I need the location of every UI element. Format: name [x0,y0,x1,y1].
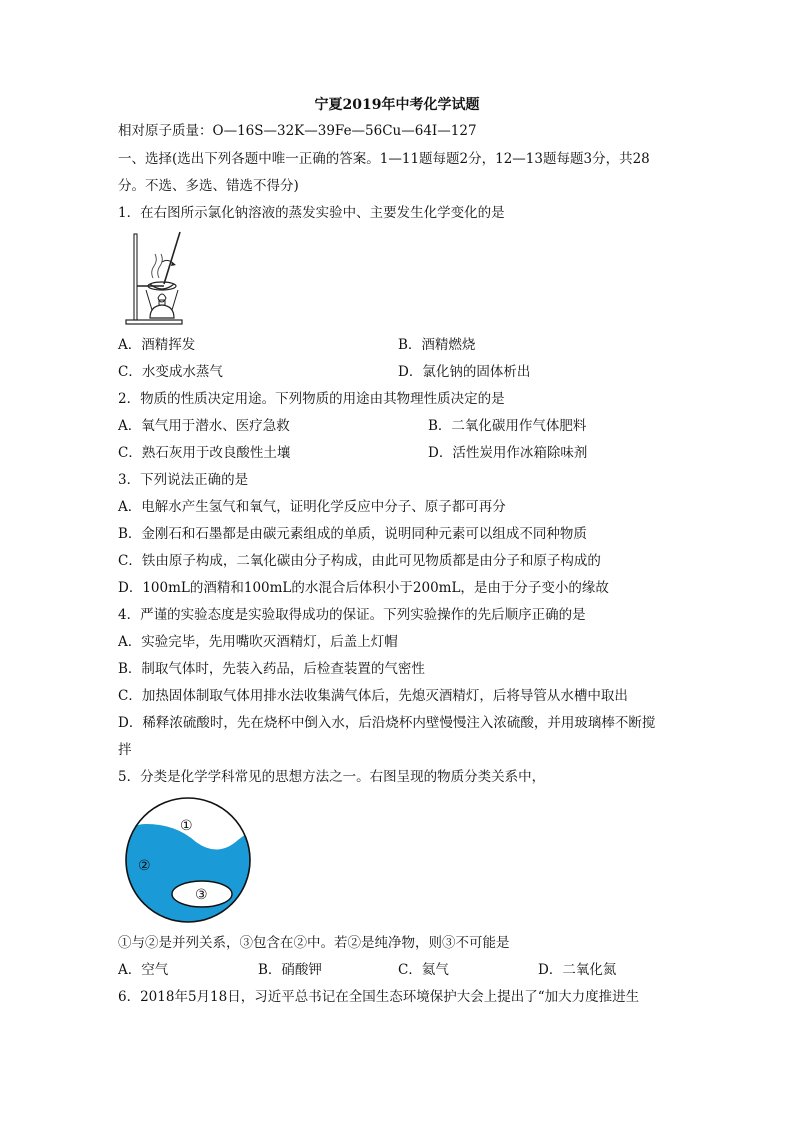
atomic-mass-line: 相对原子质量：O—16S—32K—39Fe—56Cu—64I—127 [118,123,477,139]
q1-option-b: B．酒精燃烧 [398,337,476,353]
section-instructions-line1: 一、选择(选出下列各题中唯一正确的答案。1—11题每题2分，12—13题每题3分，共28 [118,151,650,167]
q5-stem: 5．分类是化学学科常见的思想方法之一。右图呈现的物质分类关系中， [118,769,546,785]
q3-option-b: B．金刚石和石墨都是由碳元素组成的单质，说明同种元素可以组成不同种物质 [118,526,587,542]
evaporation-apparatus-figure [120,228,190,326]
q2-stem: 2．物质的性质决定用途。下列物质的用途由其物理性质决定的是 [118,391,505,407]
q2-option-b: B．二氧化碳用作气体肥料 [428,418,587,434]
q4-option-d-line2: 拌 [118,742,132,758]
q1-option-c: C．水变成水蒸气 [118,364,223,380]
q4-option-d-line1: D．稀释浓硫酸时，先在烧杯中倒入水，后沿烧杯内壁慢慢注入浓硫酸，并用玻璃棒不断搅 [118,715,656,731]
classification-diagram [118,796,258,924]
q4-option-b: B．制取气体时，先装入药品，后检查装置的气密性 [118,661,425,677]
q5-option-a: A．空气 [118,962,169,978]
diagram-label-2: ② [138,858,151,874]
q3-option-d: D．100mL的酒精和100mL的水混合后体积小于200mL，是由于分子变小的缘故 [118,580,609,596]
q5-option-d: D．二氧化氮 [538,962,617,978]
q2-option-c: C．熟石灰用于改良酸性土壤 [118,445,291,461]
diagram-label-3: ③ [195,887,208,903]
q1-stem: 1．在右图所示氯化钠溶液的蒸发实验中、主要发生化学变化的是 [118,205,505,221]
q1-option-d: D．氯化钠的固体析出 [398,364,531,380]
q5-condition: ①与②是并列关系，③包含在②中。若②是纯净物，则③不可能是 [118,935,510,951]
q2-option-a: A．氧气用于潜水、医疗急救 [118,418,290,434]
q3-stem: 3．下列说法正确的是 [118,472,249,488]
q6-stem: 6．2018年5月18日，习近平总书记在全国生态环境保护大会上提出了“加大力度推进生 [118,989,640,1005]
q1-option-a: A．酒精挥发 [118,337,196,353]
q5-option-b: B．硝酸钾 [258,962,322,978]
q2-option-d: D．活性炭用作冰箱除味剂 [428,445,588,461]
diagram-label-1: ① [180,818,193,834]
q4-stem: 4．严谨的实验态度是实验取得成功的保证。下列实验操作的先后顺序正确的是 [118,607,586,623]
exam-title: 宁夏2019年中考化学试题 [314,97,480,113]
q3-option-a: A．电解水产生氢气和氧气，证明化学反应中分子、原子都可再分 [118,499,506,515]
q5-option-c: C．氦气 [398,962,449,978]
section-instructions-line2: 分。不选、多选、错选不得分) [118,178,299,194]
q3-option-c: C．铁由原子构成，二氧化碳由分子构成，由此可见物质都是由分子和原子构成的 [118,553,601,569]
q4-option-c: C．加热固体制取气体用排水法收集满气体后，先熄灭酒精灯，后将导管从水槽中取出 [118,688,628,704]
q4-option-a: A．实验完毕，先用嘴吹灭酒精灯，后盖上灯帽 [118,634,398,650]
